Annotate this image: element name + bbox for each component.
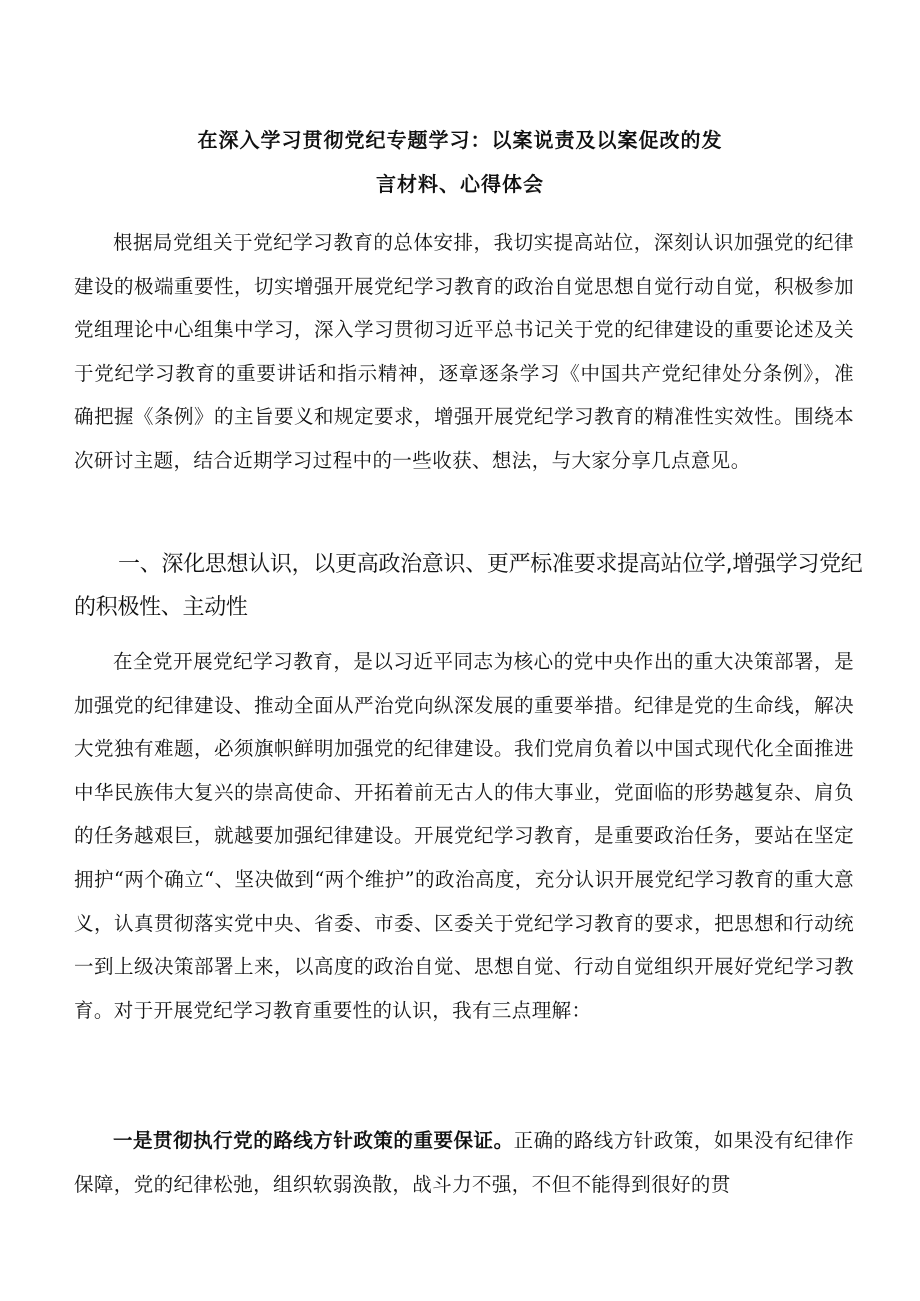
intro-paragraph: 根据局党组关于党纪学习教育的总体安排，我切实提高站位，深刻认识加强党的纪律建设的极端重要性，切实增强开展党纪学习教育的政治自觉思想自觉行动自觉，积极参加党组理论中心组集中学习，深入学习贯彻习近平总书记关于党的纪律建设的重要论述及关于党纪学习教育的重要讲话和指示精神，逐章逐条学习《中国共产党纪律处分条例》，准确把握《条例》的主旨要义和规定要求，增强开展党纪学习教育的精准性实效性。围绕本次研讨主题，结合近期学习过程中的一些收获、想法，与大家分享几点意见。 [74, 231, 854, 472]
point-1-paragraph [74, 1119, 854, 1206]
document-title-line-1: 在深入学习贯彻党纪专题学习：以案说责及以案促改的发 [197, 128, 723, 152]
point-1-text: 正确的路线方针政策，如果没有纪律作保障，党的纪律松弛，组织软弱涣散，战斗力不强，不但不能得到很好的贯 [74, 1129, 854, 1196]
section-1-paragraph: 在全党开展党纪学习教育，是以习近平同志为核心的党中央作出的重大决策部署，是加强党的纪律建设、推动全面从严治党向纵深发展的重要举措。纪律是党的生命线，解决大党独有难题，必须旗帜鲜明加强党的纪律建设。我们党肩负着以中国式现代化全面推进中华民族伟大复兴的崇高使命、开拓着前无古人的伟大事业，党面临的形势越复杂、肩负的任务越艰巨，就越要加强纪律建设。开展党纪学习教育，是重要政治任务，要站在坚定拥护“两个确立“、坚决做到“两个维护”的政治高度，充分认识开展党纪学习教育的重大意义，认真贯彻落实党中央、省委、市委、区委关于党纪学习教育的要求，把思想和行动统一到上级决策部署上来，以高度的政治自觉、思想自觉、行动自觉组织开展好党纪学习教育。对于开展党纪学习教育重要性的认识，我有三点理解： [74, 650, 854, 1022]
point-1-lead: 一是贯彻执行党的路线方针政策的重要保证。 [113, 1129, 514, 1152]
section-heading-1: 一、深化思想认识，以更高政治意识、更严标准要求提高站位学,增强学习党纪的积极性、主动性 [74, 552, 863, 620]
document-title-line-2: 言材料、心得体会 [376, 172, 544, 196]
